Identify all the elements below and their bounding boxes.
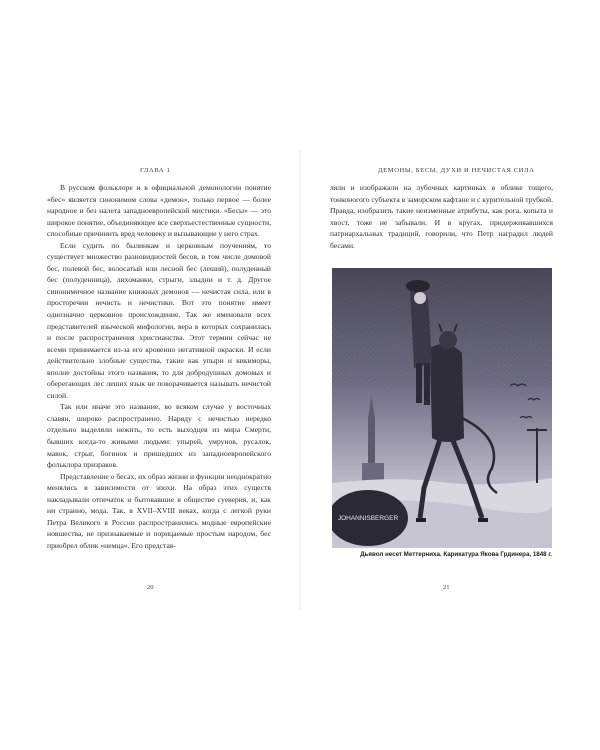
page-number-left: 20 <box>147 584 154 591</box>
paragraph: Если судить по былинкам и церковным поучениям, то существует множество разновидностей бесов, в том числе домовой бес, полевой бес, волосатый или лесной бес (леший), полуденный бес (полуденница), лихоманки, стрыги, злыдни и т. д. Другое синонимичное название книжных демонов — нечистая сила, или в просторечии нечисть и нечистики. Вот это понятие имеет однозначно церковное происхождение. Так же именовали всех представителей языческой мифологии, вера в которых сохранилась и после распространения христианства. Этот термин сейчас не всеми принимается из-за его кровенно негативной окраски. И если действительно злобные существа, такие как упыри и кикиморы, вполне достойны этого названия, то для добродушных домовых и оберегающих лес леших язык не поворачивается называть нечистой силой. <box>47 240 271 400</box>
paragraph: В русском фольклоре и в официальной демонологии понятие «бес» является синонимом слова «демон», только первое — более народное и без налета западноевропейской мистики. «Бесы» — это широкое понятие, объединяющее все сверхъестественные сущности, способные причинить вред человеку и вызывающие у него страх. <box>47 183 271 239</box>
barrel-inscription: JOHANNISBERGER <box>337 515 399 522</box>
figure-caption: Дьявол несет Меттерниха. Карикатура Якова Грдинера, 1848 г. <box>360 551 552 558</box>
caricature-illustration <box>332 268 552 548</box>
running-head-left: ГЛАВА 1 <box>140 167 171 174</box>
left-page-text <box>47 182 271 552</box>
paragraph: Представление о бесах, их образ жизни и функции неоднократно менялись в зависимости от эпохи. На образ этих существ накладывали отпечаток и бытовавшие в обществе суеверия, и, как ни странно, мода. Так, в XVII–XVIII веках, когда с легкой руки Петра Великого в России распространились модные европейские новшества, не признаваемые и порицаемые простым народом, бес приобрел облик «немца». Его представ- <box>47 471 271 550</box>
paragraph: Так или иначе это название, во всяком случае у восточных славян, широко распространено. Наряду с нечистью нередко отдельно выделяли нежить, то есть выходцев из мира Смерти, бывших когда-то живыми людьми: упырей, умрунов, русалок, мавок, стрыг, богинок и пришедших из западноевропейского фольклора призраков. <box>47 402 271 470</box>
right-page <box>300 0 600 750</box>
running-head-right: ДЕМОНЫ, БЕСЫ, ДУХИ И НЕЧИСТАЯ СИЛА <box>378 167 535 174</box>
paragraph: ляли и изображали на лубочных картинках в облике тощего, тонконогого субъекта в заморском кафтане и с курительной трубкой. Правда, изобразить такие неизменные атрибуты, как рога, копыта и хвост, тоже не забывали. И в кругах, придерживавшихся патриархальных традиций, говорили, что Петр наградил людей бесами. <box>330 183 553 250</box>
page-number-right: 21 <box>443 584 450 591</box>
right-page-text <box>330 182 553 251</box>
